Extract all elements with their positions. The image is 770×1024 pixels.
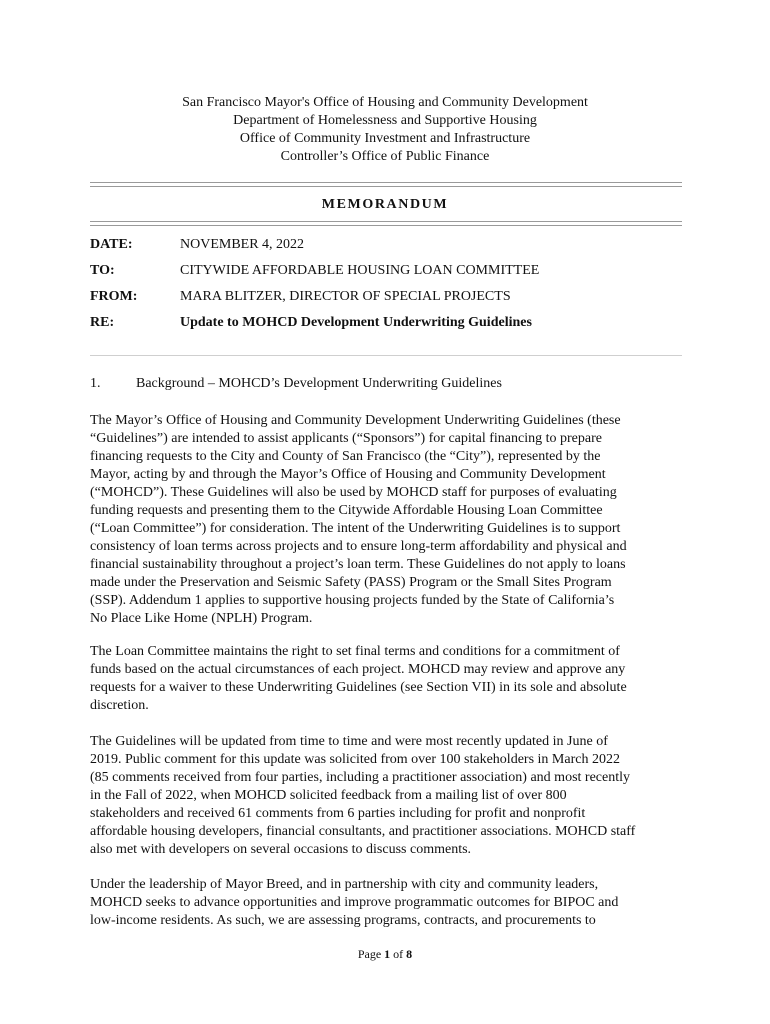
divider-after-header (90, 355, 682, 356)
page-current: 1 (384, 947, 391, 961)
paragraph-line: consistency of loan terms across projects and to ensure long-term affordability and physical and (90, 539, 627, 554)
to-label: TO: (90, 263, 115, 278)
divider-top (90, 182, 682, 187)
letterhead-line-1: San Francisco Mayor's Office of Housing and Community Development (182, 95, 588, 110)
paragraph-line: (“Loan Committee”) for consideration. The intent of the Underwriting Guidelines is to support (90, 521, 621, 536)
page-word: Page (357, 947, 382, 961)
paragraph-line: The Loan Committee maintains the right to set final terms and conditions for a commitment of (90, 644, 620, 659)
letterhead-line-3: Office of Community Investment and Infrastructure (239, 131, 531, 146)
letterhead (0, 94, 770, 166)
from-label: FROM: (90, 289, 138, 304)
paragraph-line: The Mayor’s Office of Housing and Community Development Underwriting Guidelines (these (90, 413, 621, 428)
paragraph-1 (90, 412, 682, 628)
paragraph-line: also met with developers on several occasions to discuss comments. (90, 842, 472, 857)
paragraph-line: in the Fall of 2022, when MOHCD solicited feedback from a mailing list of over 800 (90, 788, 567, 803)
paragraph-line: No Place Like Home (NPLH) Program. (90, 611, 313, 626)
paragraph-line: The Guidelines will be updated from time to time and were most recently updated in June of (90, 734, 608, 749)
paragraph-line: (85 comments received from four parties, including a practitioner association) and most recently (90, 770, 630, 785)
memo-title: MEMORANDUM (321, 197, 449, 212)
paragraph-line: 2019. Public comment for this update was solicited from over 100 stakeholders in March 2022 (90, 752, 620, 767)
paragraph-line: funds based on the actual circumstances of each project. MOHCD may review and approve any (90, 662, 626, 677)
paragraph-line: (“MOHCD”). These Guidelines will also be used by MOHCD staff for purposes of evaluating (90, 485, 617, 500)
paragraph-line: discretion. (90, 698, 149, 713)
section-1-number: 1. (90, 376, 101, 391)
divider-under-title (90, 221, 682, 226)
paragraph-line: financing requests to the City and County of San Francisco (the “City”), represented by the (90, 449, 601, 464)
to-value: CITYWIDE AFFORDABLE HOUSING LOAN COMMITTEE (180, 263, 540, 278)
paragraph-line: financial sustainability throughout a project’s loan term. These Guidelines do not apply to loans (90, 557, 626, 572)
paragraph-line: “Guidelines”) are intended to assist applicants (“Sponsors”) for capital financing to prepare (90, 431, 602, 446)
page-footer (0, 947, 770, 962)
paragraph-line: requests for a waiver to these Underwriting Guidelines (see Section VII) in its sole and absolute (90, 680, 627, 695)
page-total: 8 (406, 947, 413, 961)
paragraph-2 (90, 643, 682, 715)
re-value: Update to MOHCD Development Underwriting Guidelines (180, 315, 532, 330)
paragraph-line: funding requests and presenting them to the Citywide Affordable Housing Loan Committee (90, 503, 603, 518)
paragraph-line: made under the Preservation and Seismic Safety (PASS) Program or the Small Sites Program (90, 575, 612, 590)
date-label: DATE: (90, 237, 133, 252)
from-value: MARA BLITZER, DIRECTOR OF SPECIAL PROJECTS (180, 289, 511, 304)
re-label: RE: (90, 315, 115, 330)
section-1-title: Background – MOHCD’s Development Underwriting Guidelines (136, 376, 502, 391)
paragraph-line: low-income residents. As such, we are assessing programs, contracts, and procurements to (90, 913, 596, 928)
paragraph-line: stakeholders and received 61 comments from 6 parties including for profit and nonprofit (90, 806, 586, 821)
letterhead-line-2: Department of Homelessness and Supportive Housing (233, 113, 537, 128)
paragraph-line: MOHCD seeks to advance opportunities and improve programmatic outcomes for BIPOC and (90, 895, 619, 910)
letterhead-line-4: Controller’s Office of Public Finance (280, 149, 490, 164)
paragraph-4 (90, 876, 682, 930)
paragraph-line: Under the leadership of Mayor Breed, and in partnership with city and community leaders, (90, 877, 599, 892)
of-word: of (393, 947, 404, 961)
paragraph-3 (90, 733, 682, 859)
date-value: NOVEMBER 4, 2022 (180, 237, 305, 252)
paragraph-line: affordable housing developers, financial consultants, and practitioner associations. MOHCD staff (90, 824, 636, 839)
paragraph-line: Mayor, acting by and through the Mayor’s Office of Housing and Community Development (90, 467, 606, 482)
paragraph-line: (SSP). Addendum 1 applies to supportive housing projects funded by the State of California’s (90, 593, 615, 608)
